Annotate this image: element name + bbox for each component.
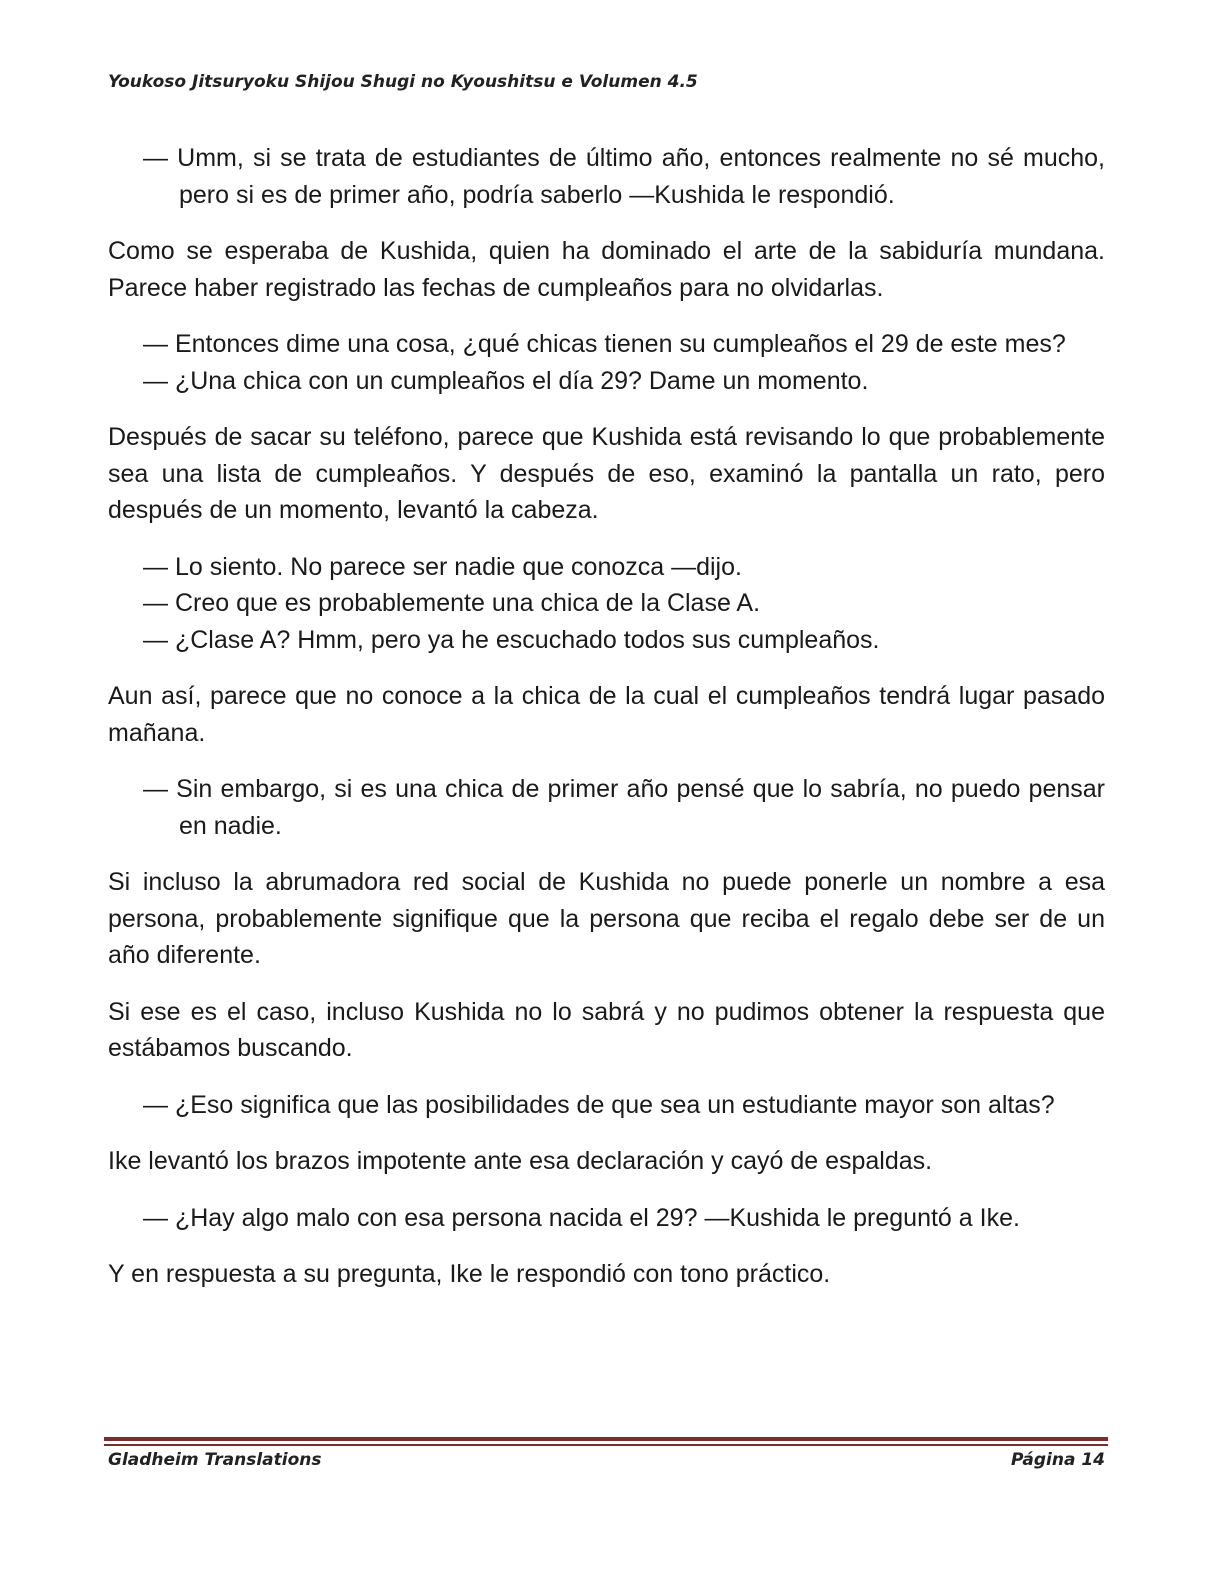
dialogue-group bbox=[108, 771, 1105, 844]
dialogue-line: — ¿Una chica con un cumpleaños el día 29? Dame un momento. bbox=[143, 366, 869, 395]
dialogue-line: — ¿Eso significa que las posibilidades de que sea un estudiante mayor son altas? bbox=[143, 1090, 1055, 1119]
running-header: Youkoso Jitsuryoku Shijou Shugi no Kyoushitsu e Volumen 4.5 bbox=[108, 72, 698, 92]
dialogue-line: — Umm, si se trata de estudiantes de último año, entonces realmente no sé mucho, pero si es de primer año, podría saberlo —Kushida le respondió. bbox=[143, 144, 1105, 209]
dialogue-group bbox=[108, 140, 1105, 213]
narration-paragraph: Como se esperaba de Kushida, quien ha dominado el arte de la sabiduría mundana. Parece haber registrado las fechas de cumpleaños para no olvidarlas. bbox=[108, 237, 1105, 302]
dialogue-group bbox=[108, 1200, 1105, 1237]
dialogue-line: — ¿Clase A? Hmm, pero ya he escuchado todos sus cumpleaños. bbox=[143, 625, 880, 654]
dialogue-line: — Lo siento. No parece ser nadie que conozca —dijo. bbox=[143, 552, 742, 581]
page-number: Página 14 bbox=[1011, 1450, 1105, 1470]
footer-credit: Gladheim Translations bbox=[108, 1450, 322, 1470]
dialogue-line: — Sin embargo, si es una chica de primer año pensé que lo sabría, no puedo pensar en nadie. bbox=[143, 775, 1105, 840]
dialogue-line: — Creo que es probablemente una chica de la Clase A. bbox=[143, 589, 761, 617]
footer-rule-thin bbox=[104, 1444, 1108, 1446]
dialogue-group bbox=[108, 326, 1105, 399]
dialogue-group bbox=[108, 1087, 1105, 1124]
narration-paragraph: Aun así, parece que no conoce a la chica de la cual el cumpleaños tendrá lugar pasado mañana. bbox=[108, 682, 1105, 747]
page-body bbox=[108, 140, 1105, 1313]
page-footer bbox=[108, 1450, 1105, 1470]
narration-paragraph: Si ese es el caso, incluso Kushida no lo sabrá y no pudimos obtener la respuesta que estábamos buscando. bbox=[108, 997, 1105, 1062]
dialogue-line: — ¿Hay algo malo con esa persona nacida el 29? —Kushida le preguntó a Ike. bbox=[143, 1203, 1020, 1232]
narration-paragraph: Ike levantó los brazos impotente ante esa declaración y cayó de espaldas. bbox=[108, 1147, 933, 1175]
narration-paragraph: Si incluso la abrumadora red social de Kushida no puede ponerle un nombre a esa persona, probablemente signifique que la persona que reciba el regalo debe ser de un año diferente. bbox=[108, 868, 1105, 969]
dialogue-line: — Entonces dime una cosa, ¿qué chicas tienen su cumpleaños el 29 de este mes? bbox=[143, 330, 1066, 358]
narration-paragraph: Después de sacar su teléfono, parece que Kushida está revisando lo que probablemente sea una lista de cumpleaños. Y después de eso, examinó la pantalla un rato, pero después de un momento, levantó la cabeza. bbox=[108, 423, 1105, 524]
narration-paragraph: Y en respuesta a su pregunta, Ike le respondió con tono práctico. bbox=[108, 1260, 831, 1288]
footer-rule bbox=[104, 1437, 1108, 1441]
dialogue-group bbox=[108, 549, 1105, 659]
